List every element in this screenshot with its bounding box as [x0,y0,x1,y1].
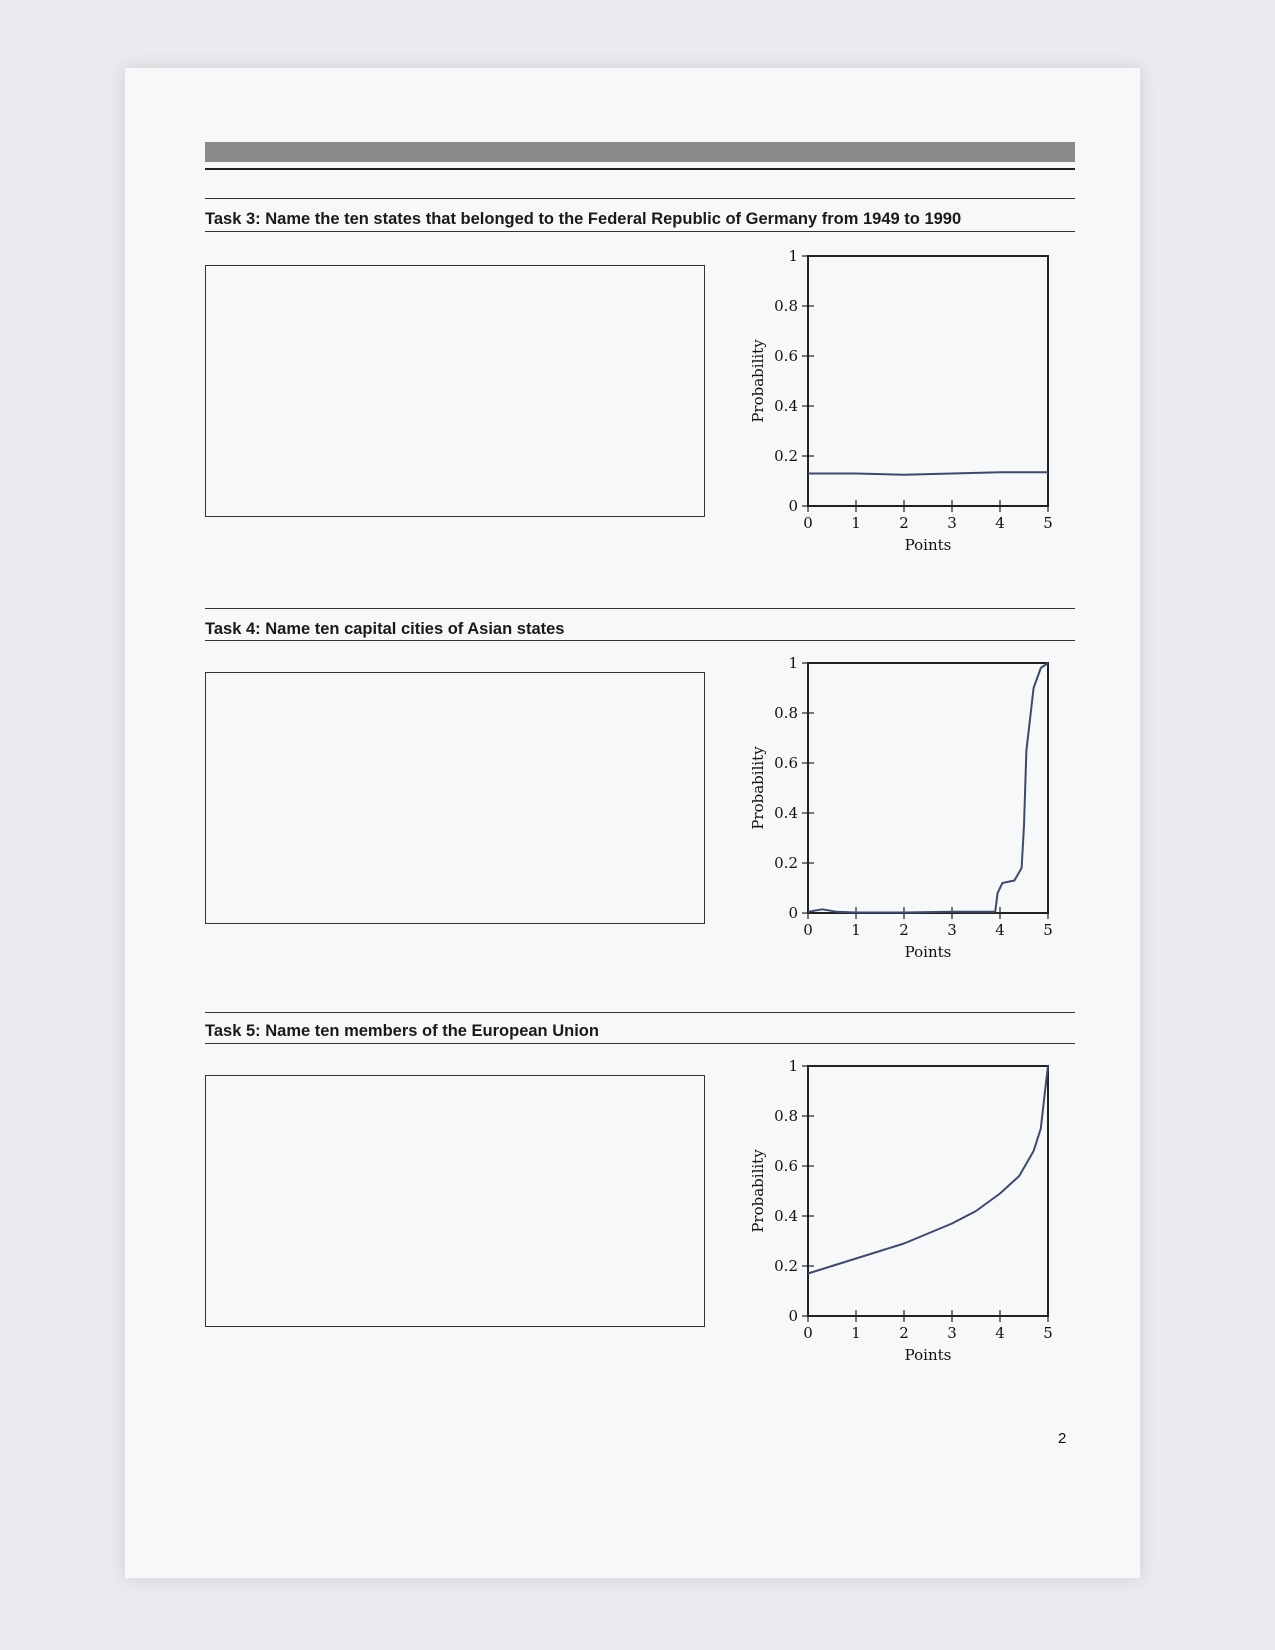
x-tick-label: 1 [851,921,861,939]
y-tick-label: 0.4 [774,1207,798,1225]
x-tick-label: 0 [803,514,813,532]
task-5-title: Task 5: Name ten members of the European Union [205,1022,599,1040]
plot-frame [808,256,1048,506]
x-tick-label: 1 [851,1324,861,1342]
x-tick-label: 4 [995,514,1005,532]
plot-frame [808,1066,1048,1316]
task-4-answer-box[interactable] [205,672,705,924]
x-tick-label: 3 [947,514,957,532]
task-4-chart [740,655,1080,975]
task-5-chart [740,1058,1080,1378]
task-3-chart-svg [740,248,1080,568]
task-3-answer-box[interactable] [205,265,705,517]
task-5-bottom-rule [205,1043,1075,1044]
task-3-top-rule [205,198,1075,199]
y-tick-label: 0.4 [774,804,798,822]
x-tick-label: 2 [899,1324,909,1342]
y-tick-label: 0.6 [774,754,798,772]
y-tick-label: 0.6 [774,347,798,365]
y-axis-label: Probability [749,339,767,423]
x-tick-label: 4 [995,921,1005,939]
x-tick-label: 2 [899,514,909,532]
y-tick-label: 1 [788,1058,798,1075]
x-axis-label: Points [904,536,952,554]
header-rule [205,168,1075,170]
y-axis-label: Probability [749,1149,767,1233]
task-3-bottom-rule [205,231,1075,232]
y-tick-label: 1 [788,655,798,672]
x-tick-label: 5 [1043,1324,1053,1342]
task-3-chart [740,248,1080,568]
task-3-title: Task 3: Name the ten states that belonged to the Federal Republic of Germany from 1949 to 1990 [205,210,962,228]
x-tick-label: 0 [803,921,813,939]
y-tick-label: 0.8 [774,297,798,315]
y-tick-label: 0.2 [774,447,798,465]
series-line [808,472,1048,475]
x-tick-label: 5 [1043,921,1053,939]
y-tick-label: 0.8 [774,704,798,722]
task-4-title: Task 4: Name ten capital cities of Asian states [205,620,565,638]
x-tick-label: 3 [947,921,957,939]
task-4-bottom-rule [205,640,1075,641]
y-tick-label: 0.6 [774,1157,798,1175]
plot-frame [808,663,1048,913]
x-axis-label: Points [904,943,952,961]
task-4-top-rule [205,608,1075,609]
x-tick-label: 2 [899,921,909,939]
y-tick-label: 0.2 [774,1257,798,1275]
x-tick-label: 5 [1043,514,1053,532]
x-tick-label: 1 [851,514,861,532]
x-tick-label: 0 [803,1324,813,1342]
y-tick-label: 1 [788,248,798,265]
x-tick-label: 4 [995,1324,1005,1342]
x-tick-label: 3 [947,1324,957,1342]
header-bar [205,142,1075,162]
task-5-answer-box[interactable] [205,1075,705,1327]
x-axis-label: Points [904,1346,952,1364]
series-line [808,663,1048,913]
task-5-top-rule [205,1012,1075,1013]
task-4-chart-svg [740,655,1080,975]
page-number: 2 [1058,1430,1067,1447]
task-5-chart-svg [740,1058,1080,1378]
y-axis-label: Probability [749,746,767,830]
y-tick-label: 0.4 [774,397,798,415]
y-tick-label: 0 [788,497,798,515]
y-tick-label: 0 [788,904,798,922]
y-tick-label: 0 [788,1307,798,1325]
y-tick-label: 0.2 [774,854,798,872]
y-tick-label: 0.8 [774,1107,798,1125]
series-line [808,1066,1048,1274]
